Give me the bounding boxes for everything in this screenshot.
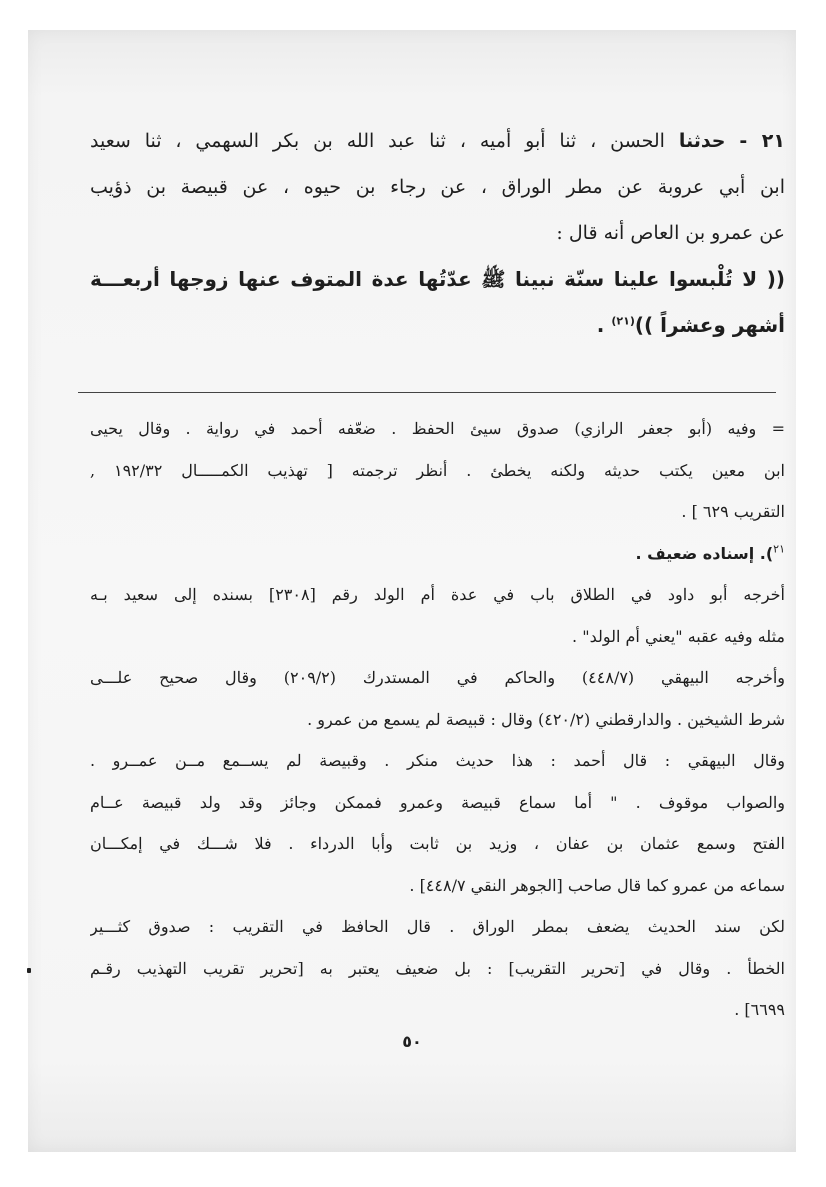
note-line: والصواب موقوف . " أما سماع قبيصة وعمرو فممكن وجائز وقد ولد قبيصة عــام [90,792,785,812]
hadith-text [90,118,785,348]
book-page [28,30,796,1152]
footnote-heading: ). إسناده ضعيف . [635,543,774,563]
hadith-line-text: الحسن ، ثنا أبو أميه ، ثنا عبد الله بن بكر السهمي ، ثنا سعيد [90,130,665,152]
footnote-number: ٢١ [773,542,785,556]
quote-line-text: أشهر وعشراً )) [634,313,785,337]
note-line: الخطأ . وقال في [تحرير التقريب] : بل ضعيف يعتبر به [تحرير تقريب التهذيب رقـم [90,958,785,978]
note-line: شرط الشيخين . والدارقطني (٤٢٠/٢) وقال : قبيصة لم يسمع من عمرو . [307,709,785,729]
note-line: الفتح وسمع عثمان بن عفان ، وزيد بن ثابت وأبا الدرداء . فلا شـــك في إمكـــان [90,834,785,853]
note-line: ٦٦٩٩] . [734,1000,785,1019]
note-line: = وفيه (أبو جعفر الرازي) صدوق سيئ الحفظ . ضعّفه أحمد في رواية . وقال يحيى [90,419,785,438]
note-line: مثله وفيه عقبه "يعني أم الولد" . [572,626,785,646]
note-line: ابن معين يكتب حديثه ولكنه يخطئ . أنظر ترجمته [ تهذيب الكمـــــال ١٩٢/٣٢ , [90,460,785,480]
footnote-separator [78,392,776,393]
note-line: سماعه من عمرو كما قال صاحب [الجوهر النقي ٤٤٨/٧] . [409,875,785,895]
margin-mark [27,968,31,973]
hadith-number: ٢١ - [739,130,785,152]
hadith-line [90,118,785,164]
quote-line [90,302,785,348]
hadith-line: ابن أبي عروبة عن مطر الوراق ، عن رجاء بن حيوه ، عن قبيصة بن ذؤيب [90,176,785,198]
hadith-opening: حدثنا [678,130,726,152]
hadith-line: عن عمرو بن العاص أنه قال : [556,222,785,244]
note-line: وقال البيهقي : قال أحمد : هذا حديث منكر . وقبيصة لم يســمع مــن عمــرو . [90,751,785,770]
quote-end: . [596,313,605,337]
quote-line: (( لا تُلْبسوا علينا سنّة نبينا ﷺ عدّتُها عدة المتوف عنها زوجها أربعـــة [90,267,785,291]
footnote-marker: (٢١) [611,314,635,328]
note-line: لكن سند الحديث يضعف بمطر الوراق . قال الحافظ في التقريب : صدوق كثـــير [90,917,785,936]
note-line: أخرجه أبو داود في الطلاق باب في عدة أم الولد رقم [٢٣٠٨] بسنده إلى سعيد بـه [90,585,785,604]
hadith-quote [90,256,785,348]
footnotes [90,408,785,1031]
page-number: ٥٠ [402,1032,422,1051]
note-line: التقريب ٦٢٩ ] . [681,502,785,521]
footnote-heading-line [90,533,785,575]
note-line: وأخرجه البيهقي (٤٤٨/٧) والحاكم في المستدرك (٢٠٩/٢) وقال صحيح علـــى [90,668,785,687]
